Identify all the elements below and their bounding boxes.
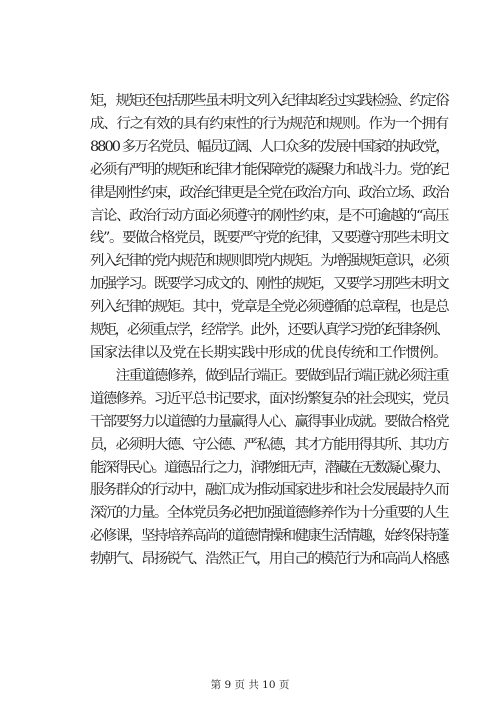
text-line: 深沉的力量。全体党员务必把加强道德修养作为十分重要的人生 <box>90 505 448 522</box>
text-line: 干部要努力以道德的力量赢得人心、赢得事业成就。要做合格党 <box>90 413 448 430</box>
body-text <box>90 90 448 571</box>
text-line: 加强学习。既要学习成文的、刚性的规矩，又要学习那些未明文 <box>90 276 448 293</box>
text-line: 列入纪律的规矩。其中，党章是全党必须遵循的总章程，也是总 <box>90 299 448 316</box>
text-line: 规矩，必须重点学，经常学。此外，还要认真学习党的纪律条例、 <box>90 322 448 339</box>
text-line: 国家法律以及党在长期实践中形成的优良传统和工作惯例。 <box>90 344 447 361</box>
text-line: 必须有严明的规矩和纪律才能保障党的凝聚力和战斗力。党的纪 <box>90 161 448 178</box>
text-line: 律是刚性约束，政治纪律更是全党在政治方向、政治立场、政治 <box>90 184 448 201</box>
text-line: 注重道德修养，做到品行端正。要做到品行端正就必须注重 <box>90 367 448 384</box>
text-line: 言论、政治行动方面必须遵守的刚性约束，是不可逾越的“高压 <box>90 207 448 224</box>
page-number-label: 第 9 页 共 10 页 <box>210 679 290 691</box>
text-line: 成、行之有效的具有约束性的行为规范和规则。作为一个拥有 <box>90 115 448 132</box>
text-line: 员，必须明大德、守公德、严私德，其才方能用得其所、其功方 <box>90 436 448 453</box>
text-line: 必修课，坚持培养高尚的道德情操和健康生活情趣，始终保持蓬 <box>90 528 448 545</box>
paragraph-2 <box>90 365 448 571</box>
page-footer <box>0 677 500 692</box>
text-line: 道德修养。习近平总书记要求，面对纷繁复杂的社会现实，党员 <box>90 390 448 407</box>
text-line: 勃朝气、昂扬锐气、浩然正气，用自己的模范行为和高尚人格感 <box>90 551 448 568</box>
text-line: 8800 多万名党员、幅员辽阔、人口众多的发展中国家的执政党， <box>90 138 448 155</box>
text-line: 列入纪律的党内规范和规则即党内规矩。为增强规矩意识，必须 <box>90 253 448 270</box>
text-line: 线”。要做合格党员，既要严守党的纪律，又要遵守那些未明文 <box>90 230 448 247</box>
text-line: 服务群众的行动中，融汇成为推动国家进步和社会发展最持久而 <box>90 482 448 499</box>
paragraph-1 <box>90 90 448 365</box>
text-line: 能深得民心。道德品行之力，润物细无声，潜藏在无数凝心聚力、 <box>90 459 448 476</box>
text-line: 矩，规矩还包括那些虽未明文列入纪律却经过实践检验、约定俗 <box>90 93 448 109</box>
